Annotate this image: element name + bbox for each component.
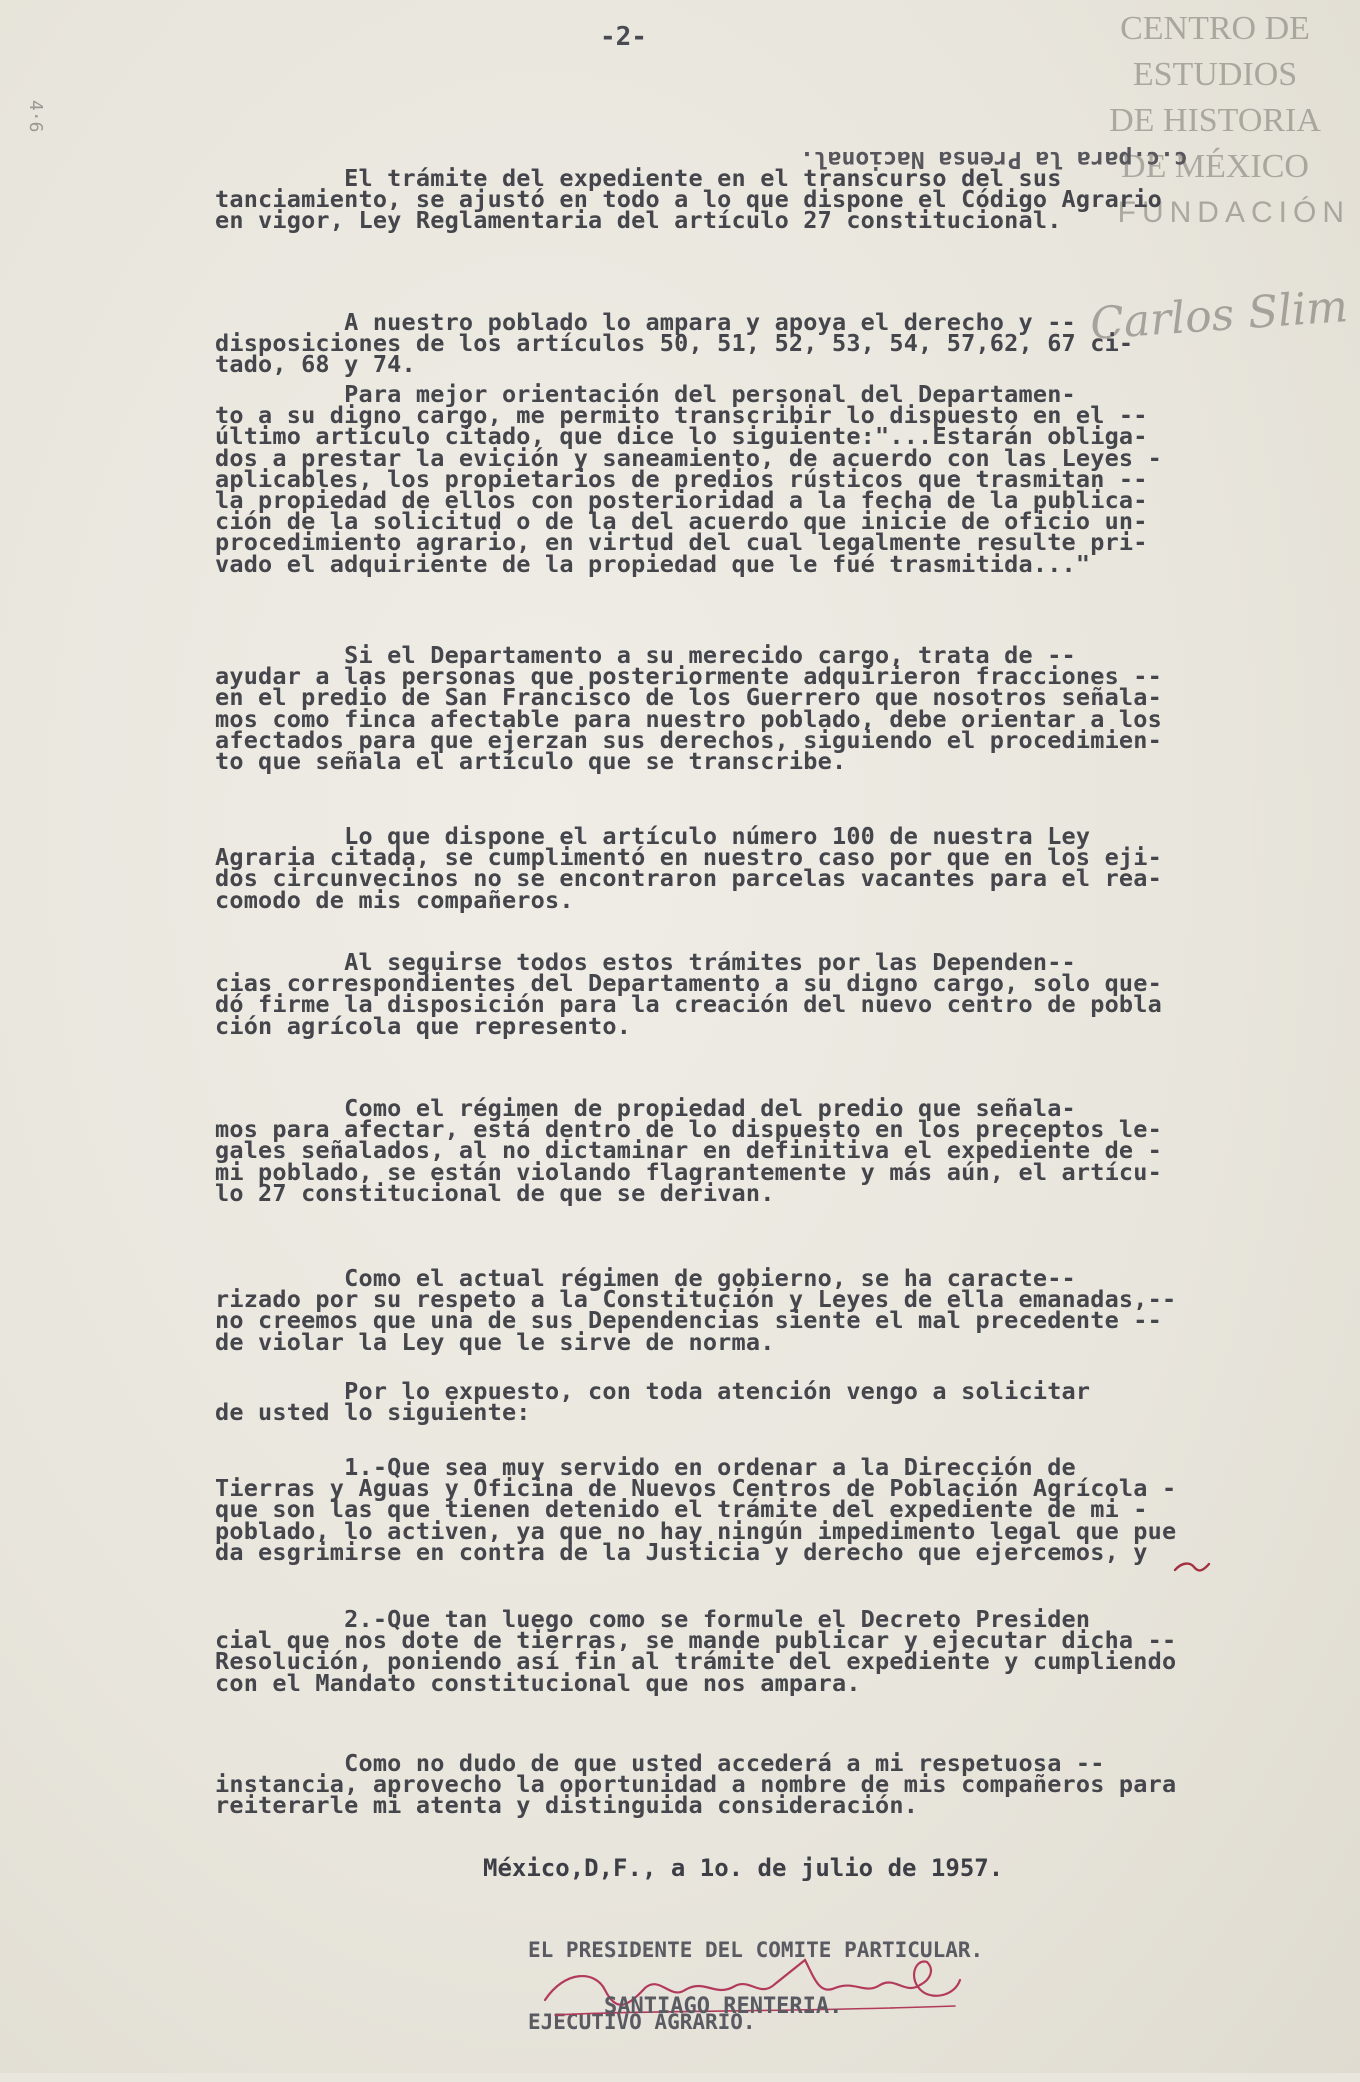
paragraph-line: Como el actual régimen de gobierno, se ha caracte-- (215, 1264, 1076, 1292)
paragraph-line: 2.-Que tan luego como se formule el Decreto Presiden (215, 1605, 1091, 1633)
paragraph-6 (215, 948, 1315, 1040)
paragraph-line: El trámite del expediente en el transcurso del sus (215, 164, 1062, 192)
paragraph-line: procedimiento agrario, en virtud del cual legalmente resulte pri- (215, 528, 1148, 557)
paragraph-line: poblado, lo activen, ya que no hay ningún impedimento legal que pue (215, 1516, 1177, 1545)
paragraph-10 (215, 1453, 1315, 1566)
signer-title-line-1: EL PRESIDENTE DEL COMITE PARTICULAR. (528, 1938, 984, 1962)
watermark-signature: Carlos Slim (1088, 281, 1350, 350)
red-ink-mark (1172, 1558, 1212, 1576)
paragraph-3 (215, 380, 1315, 578)
paragraph-11 (215, 1605, 1315, 1697)
paragraph-line: de violar la Ley que le sirve de norma. (215, 1327, 775, 1356)
paragraph-line: Al seguirse todos estos trámites por las Dependen-- (215, 948, 1076, 976)
page-number: -2- (600, 22, 647, 52)
paragraph-line: reiterarle mi atenta y distinguida consideración. (215, 1791, 919, 1820)
paragraph-line: ayudar a las personas que posteriormente adquirieron fracciones -- (215, 662, 1162, 691)
paragraph-8 (215, 1264, 1315, 1356)
paragraph-line: en el predio de San Francisco de los Guerrero que nosotros señala- (215, 683, 1162, 712)
paragraph-line: comodo de mis compañeros. (215, 885, 574, 914)
paragraph-9 (215, 1377, 1315, 1427)
paragraph-line: mi poblado, se están violando flagrantemente y más aún, el artícu- (215, 1157, 1162, 1186)
paragraph-line: tado, 68 y 74. (215, 350, 416, 379)
paragraph-line: afectados para que ejerzan sus derechos, siguiendo el procedimien- (215, 725, 1162, 754)
paragraph-line: to a su digno cargo, me permito transcribir lo dispuesto en el -- (215, 401, 1148, 430)
watermark-line-2: ESTUDIOS (1132, 56, 1298, 93)
paragraph-line: dos a prestar la evición y saneamiento, de acuerdo con las Leyes - (215, 443, 1162, 472)
paragraph-line: Agraria citada, se cumplimentó en nuestro caso por que en los eji- (215, 843, 1162, 872)
paragraph-line: en vigor, Ley Reglamentaria del artículo 27 constitucional. (215, 206, 1062, 235)
paragraph-line: vado el adquiriente de la propiedad que le fué trasmitida..." (215, 549, 1091, 578)
paragraph-line: Por lo expuesto, con toda atención vengo a solicitar (215, 1377, 1091, 1405)
paragraph-line: la propiedad de ellos con posterioridad a la fecha de la publica- (215, 485, 1148, 514)
paragraph-line: aplicables, los propietarios de predios rústicos que trasmitan -- (215, 464, 1148, 493)
paragraph-line: tanciamiento, se ajustó en todo a lo que dispone el Código Agrario (215, 185, 1162, 214)
signer-title-line-2: EJECUTIVO AGRARIO. (528, 2010, 756, 2034)
paragraph-line: cias correspondientes del Departamento a su digno cargo, solo que- (215, 969, 1162, 998)
paragraph-line: con el Mandato constitucional que nos ampara. (215, 1668, 861, 1697)
paragraph-line: A nuestro poblado lo ampara y apoya el derecho y -- (215, 308, 1076, 336)
paragraph-line: disposiciones de los artículos 50, 51, 52, 53, 54, 57,62, 67 ci- (215, 329, 1134, 358)
paragraph-line: mos como finca afectable para nuestro poblado, debe orientar a los (215, 704, 1162, 733)
margin-pencil-mark: 4·6 (25, 100, 46, 133)
paragraph-line: de usted lo siguiente: (215, 1398, 531, 1427)
paragraph-line: mos para afectar, está dentro de lo dispuesto en los preceptos le- (215, 1115, 1162, 1144)
watermark-line-1: CENTRO DE (1120, 10, 1310, 47)
place-and-date: México,D,F., a 1o. de julio de 1957. (483, 1854, 1004, 1882)
paragraph-line: to que señala el artículo que se transcribe. (215, 746, 847, 775)
paragraph-line: último artículo citado, que dice lo siguiente:"...Estarán obliga- (215, 422, 1148, 451)
paragraph-line: ción agrícola que represento. (215, 1011, 632, 1040)
paragraph-line: que son las que tienen detenido el trámite del expediente de mi - (215, 1495, 1148, 1524)
paragraph-line: ción de la solicitud o de la del acuerdo que inicie de oficio un- (215, 507, 1148, 536)
paragraph-line: Lo que dispone el artículo número 100 de nuestra Ley (215, 822, 1091, 850)
cc-note-upside-down: c.c.para la Prensa Nacional. (800, 146, 1188, 172)
paragraph-5 (215, 822, 1315, 914)
paragraph-4 (215, 641, 1315, 775)
paragraph-line: da esgrimirse en contra de la Justicia y derecho que ejercemos, y (215, 1537, 1148, 1566)
paragraph-line: cial que nos dote de tierras, se mande publicar y ejecutar dicha -- (215, 1626, 1177, 1655)
paragraph-line: dó firme la disposición para la creación del nuevo centro de pobla (215, 990, 1162, 1019)
paragraph-line: lo 27 constitucional de que se derivan. (215, 1178, 775, 1207)
watermark-line-4: DE MÉXICO (1121, 148, 1309, 185)
paragraph-line: gales señalados, al no dictaminar en definitiva el expediente de - (215, 1136, 1162, 1165)
paragraph-line: dos circunvecinos no se encontraron parcelas vacantes para el rea- (215, 864, 1162, 893)
paragraph-line: no creemos que una de sus Dependencias siente el mal precedente -- (215, 1306, 1162, 1335)
paragraph-line: Como el régimen de propiedad del predio que señala- (215, 1094, 1076, 1122)
signer-name: SANTIAGO RENTERIA. (604, 1994, 843, 2019)
paragraph-line: Resolución, poniendo así fin al trámite del expediente y cumpliendo (215, 1647, 1177, 1676)
paragraph-line: Tierras y Aguas y Oficina de Nuevos Centros de Población Agrícola - (215, 1474, 1177, 1503)
watermark-line-3: DE HISTORIA (1109, 102, 1321, 139)
paragraph-12 (215, 1749, 1315, 1820)
paragraph-line: instancia, aprovecho la oportunidad a nombre de mis compañeros para (215, 1770, 1177, 1799)
paragraph-line: Para mejor orientación del personal del Departamen- (215, 380, 1076, 408)
paragraph-line: 1.-Que sea muy servido en ordenar a la Dirección de (215, 1453, 1076, 1481)
paragraph-line: rizado por su respeto a la Constitución y Leyes de ella emanadas,-- (215, 1285, 1177, 1314)
paragraph-7 (215, 1094, 1315, 1207)
watermark-line-5: FUNDACIÓN (1117, 196, 1350, 229)
paragraph-line: Si el Departamento a su merecido cargo, trata de -- (215, 641, 1076, 669)
paragraph-line: Como no dudo de que usted accederá a mi respetuosa -- (215, 1749, 1105, 1777)
